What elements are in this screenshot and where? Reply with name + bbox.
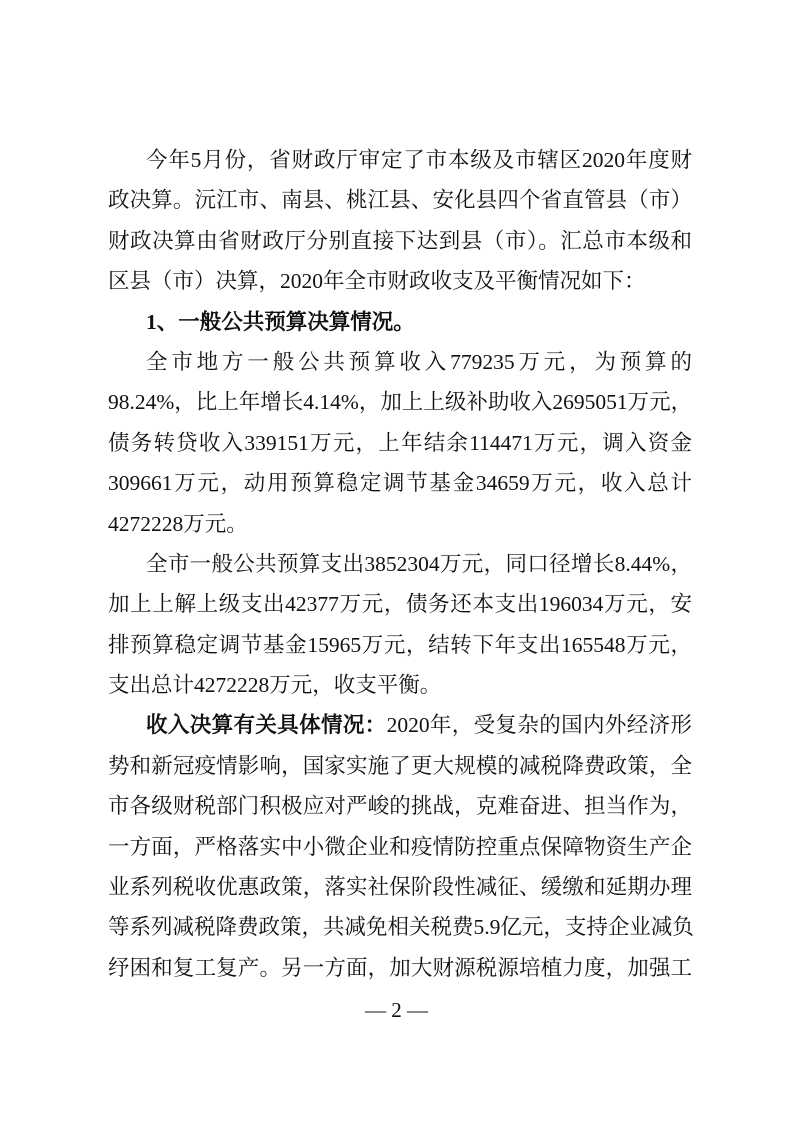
text-line: 势和新冠疫情影响，国家实施了更大规模的减税降费政策，全 — [108, 753, 692, 778]
page-number: — 2 — — [365, 998, 428, 1022]
text-line: 支出总计4272228万元，收支平衡。 — [108, 673, 442, 698]
text-line: 等系列减税降费政策，共减免相关税费5.9亿元，支持企业减负 — [108, 915, 694, 940]
text-line: 业系列税收优惠政策，落实社保阶段性减征、缓缴和延期办理 — [108, 875, 692, 900]
paragraph-intro — [108, 140, 692, 302]
section-heading — [108, 302, 692, 342]
paragraph-expenditure — [108, 544, 692, 706]
text-line: 4272228万元。 — [108, 511, 248, 536]
paragraph-revenue-details — [108, 705, 692, 988]
text-line: 区县（市）决算，2020年全市财政收支及平衡情况如下： — [108, 269, 646, 294]
text-line: 政决算。沅江市、南县、桃江县、安化县四个省直管县（市） — [108, 188, 692, 213]
heading-general-budget: 1、一般公共预算决算情况。 — [146, 309, 415, 334]
text-line: 今年5月份，省财政厅审定了市本级及市辖区2020年度财 — [146, 148, 692, 172]
text-line: 排预算稳定调节基金15965万元，结转下年支出165548万元， — [108, 632, 692, 657]
text-line: 98.24%，比上年增长4.14%，加上上级补助收入2695051万元， — [108, 390, 693, 415]
text-line: 加上上解上级支出42377万元，债务还本支出196034万元，安 — [108, 592, 692, 617]
text-line: 全市一般公共预算支出3852304万元，同口径增长8.44%， — [146, 551, 692, 576]
text-line: 财政决算由省财政厅分别直接下达到县（市）。汇总市本级和 — [108, 228, 692, 253]
text-span: 2020年，受复杂的国内外经济形 — [386, 713, 692, 738]
lead-in-bold: 收入决算有关具体情况： — [146, 713, 387, 738]
text-line: 市各级财税部门积极应对严峻的挑战，克难奋进、担当作为， — [108, 794, 692, 819]
paragraph-revenue — [108, 342, 692, 544]
text-line: 纾困和复工复产。另一方面，加大财源税源培植力度，加强工 — [108, 955, 692, 980]
text-line: 一方面，严格落实中小微企业和疫情防控重点保障物资生产企 — [108, 834, 692, 859]
text-line: 309661万元，动用预算稳定调节基金34659万元，收入总计 — [108, 471, 692, 496]
text-line: 债务转贷收入339151万元，上年结余114471万元，调入资金 — [108, 430, 692, 455]
text-line: 全市地方一般公共预算收入779235万元，为预算的 — [146, 349, 692, 374]
text-line — [108, 705, 692, 745]
document-body — [108, 140, 692, 988]
